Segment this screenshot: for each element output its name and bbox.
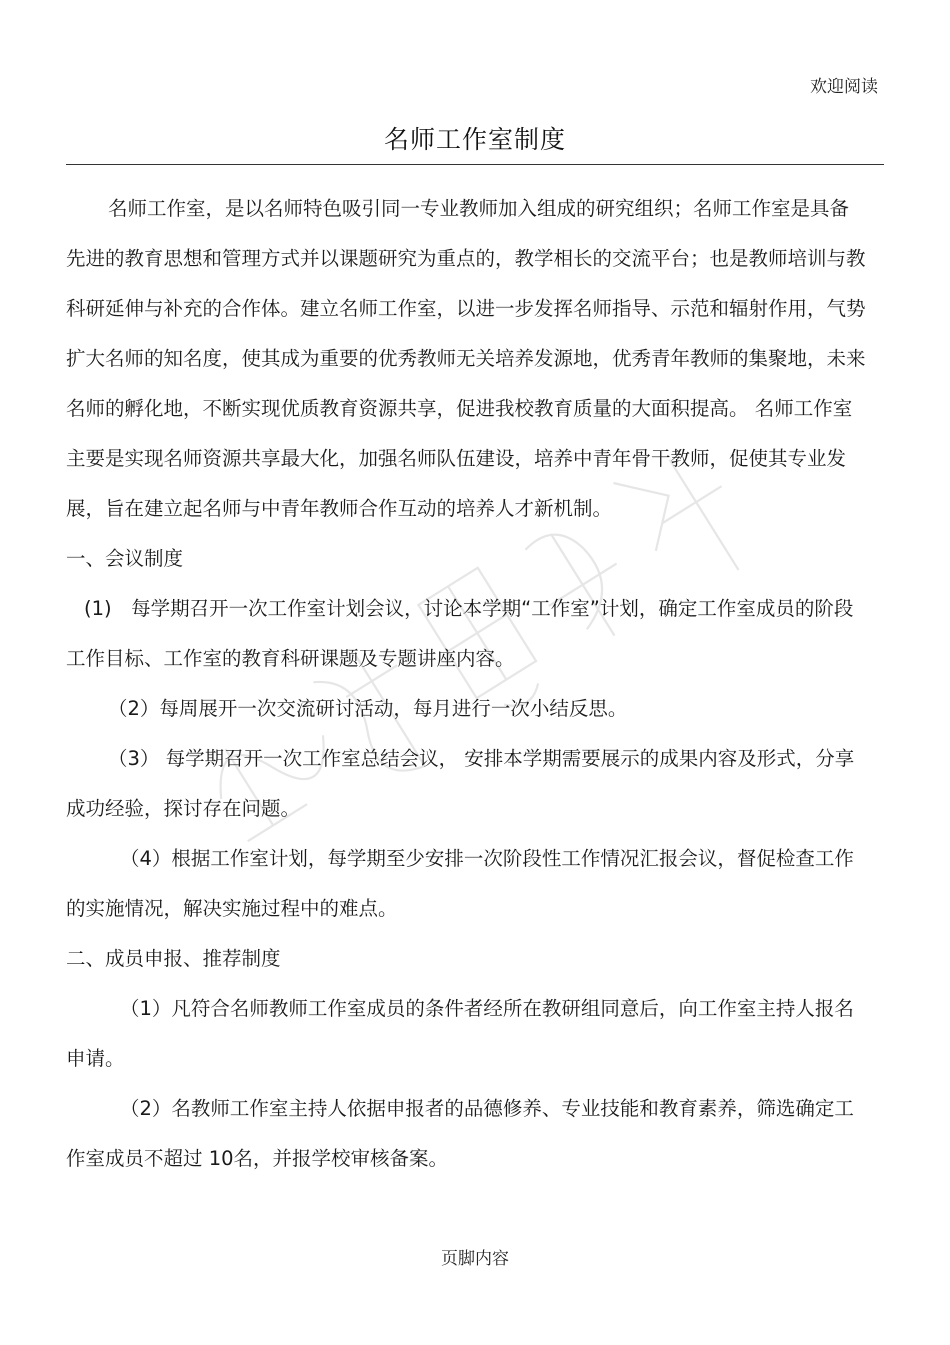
title-divider xyxy=(66,164,884,165)
document-body xyxy=(66,184,866,1184)
membership-item-2: （2）名教师工作室主持人依据申报者的品德修养、专业技能和教育素养，筛选确定工作室成员不超过 10名，并报学校审核备案。 xyxy=(66,1097,854,1170)
section-heading-membership: 二、成员申报、推荐制度 xyxy=(66,947,281,970)
intro-paragraph: 名师工作室，是以名师特色吸引同一专业教师加入组成的研究组织；名师工作室是具备先进的教育思想和管理方式并以课题研究为重点的，教学相长的交流平台；也是教师培训与教科研延伸与补充的合作体。建立名师工作室，以进一步发挥名师指导、示范和辐射作用，气势扩大名师的知名度，使其成为重要的优秀教师无关培养发源地，优秀青年教师的集聚地，未来名师的孵化地，不断实现优质教育资源共享，促进我校教育质量的大面积提高。 名师工作室主要是实现名师资源共享最大化，加强名师队伍建设，培养中青年骨干教师，促使其专业发展，旨在建立起名师与中青年教师合作互动的培养人才新机制。 xyxy=(66,197,866,520)
meeting-item-1: (1) 每学期召开一次工作室计划会议，讨论本学期“工作室”计划，确定工作室成员的阶段工作目标、工作室的教育科研课题及专题讲座内容。 xyxy=(66,597,854,670)
meeting-item-3: （3） 每学期召开一次工作室总结会议， 安排本学期需要展示的成果内容及形式，分享成功经验，探讨存在问题。 xyxy=(66,747,855,820)
meeting-item-2: （2）每周展开一次交流研讨活动，每月进行一次小结反思。 xyxy=(108,697,628,720)
section-heading-meetings: 一、会议制度 xyxy=(66,547,184,570)
meeting-item-4: （4）根据工作室计划，每学期至少安排一次阶段性工作情况汇报会议，督促检查工作的实施情况，解决实施过程中的难点。 xyxy=(66,847,854,920)
membership-item-1: （1）凡符合名师教师工作室成员的条件者经所在教研组同意后，向工作室主持人报名申请。 xyxy=(66,997,854,1070)
page-footer: 页脚内容 xyxy=(441,1249,509,1269)
document-title: 名师工作室制度 xyxy=(383,125,566,154)
header-corner-text: 欢迎阅读 xyxy=(810,77,878,97)
